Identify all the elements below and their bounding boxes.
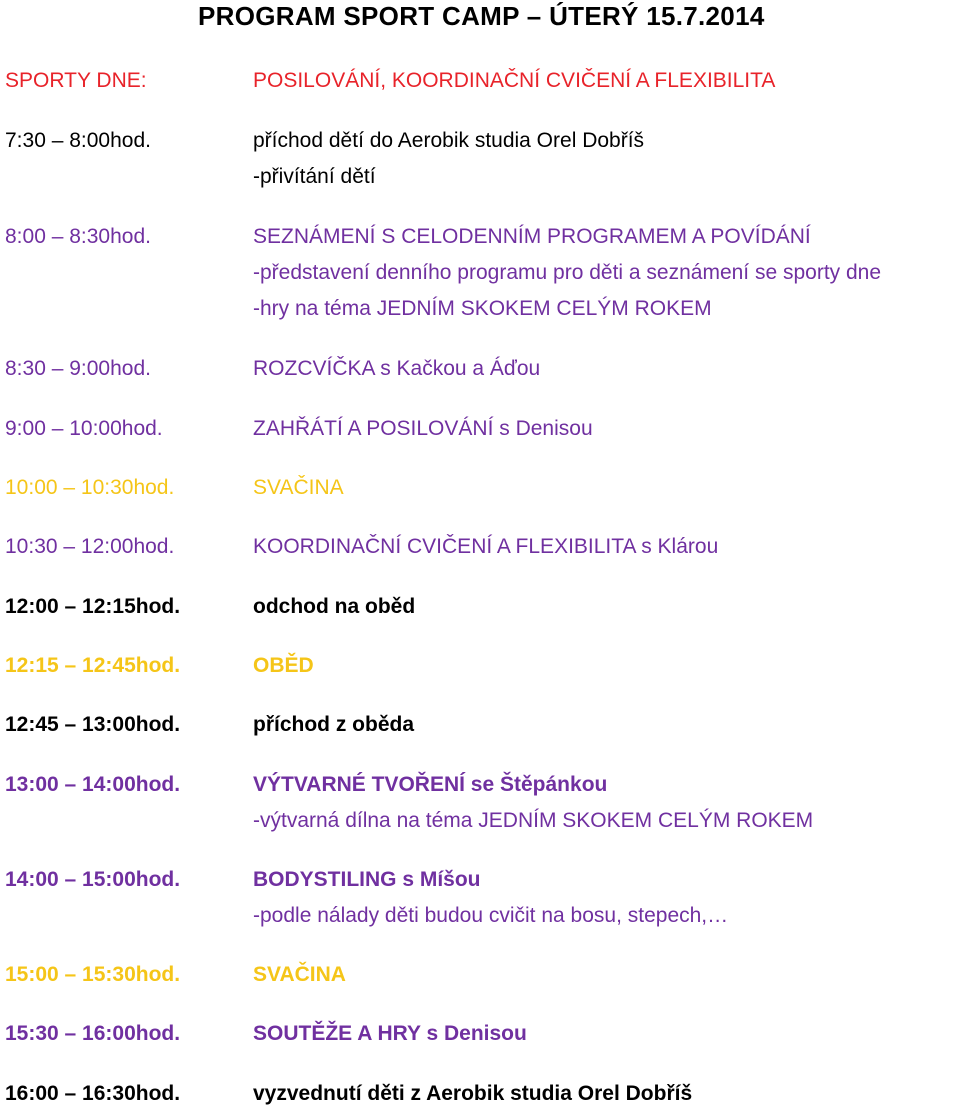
row-time: 16:00 – 16:30hod. <box>5 1082 181 1105</box>
page-title: PROGRAM SPORT CAMP – ÚTERÝ 15.7.2014 <box>198 1 765 31</box>
row-time: 12:15 – 12:45hod. <box>5 654 181 677</box>
row-activity: SVAČINA <box>253 963 346 986</box>
row-time: 13:00 – 14:00hod. <box>5 773 181 796</box>
row-activity: OBĚD <box>253 654 314 677</box>
row-activity: SOUTĚŽE A HRY s Denisou <box>253 1022 527 1045</box>
row-time: 15:00 – 15:30hod. <box>5 963 181 986</box>
row-activity: vyzvednutí děti z Aerobik studia Orel Dobříš <box>253 1082 693 1105</box>
row-activity: VÝTVARNÉ TVOŘENÍ se Štěpánkou <box>253 773 608 796</box>
row-time: 9:00 – 10:00hod. <box>5 417 163 440</box>
row-time: 10:00 – 10:30hod. <box>5 476 175 499</box>
row-time: 7:30 – 8:00hod. <box>5 129 151 152</box>
row-time: 12:45 – 13:00hod. <box>5 713 181 736</box>
row-note: -představení denního programu pro děti a seznámení se sporty dne <box>253 261 882 284</box>
row-time: 10:30 – 12:00hod. <box>5 535 175 558</box>
row-activity: odchod na oběd <box>253 595 416 618</box>
row-activity: SEZNÁMENÍ S CELODENNÍM PROGRAMEM A POVÍDÁNÍ <box>253 225 811 248</box>
row-note: -podle nálady děti budou cvičit na bosu, stepech,… <box>253 904 729 927</box>
row-activity: příchod dětí do Aerobik studia Orel Dobříš <box>253 129 645 152</box>
row-time: 8:00 – 8:30hod. <box>5 225 151 248</box>
row-activity: ROZCVÍČKA s Kačkou a Áďou <box>253 357 541 380</box>
row-activity: BODYSTILING s Míšou <box>253 868 481 891</box>
row-time: 8:30 – 9:00hod. <box>5 357 151 380</box>
row-activity: SVAČINA <box>253 476 344 499</box>
row-activity: ZAHŘÁTÍ A POSILOVÁNÍ s Denisou <box>253 417 593 440</box>
row-time: 12:00 – 12:15hod. <box>5 595 181 618</box>
row-time: 15:30 – 16:00hod. <box>5 1022 181 1045</box>
row-time: 14:00 – 15:00hod. <box>5 868 181 891</box>
row-note: -hry na téma JEDNÍM SKOKEM CELÝM ROKEM <box>253 297 712 320</box>
row-activity: POSILOVÁNÍ, KOORDINAČNÍ CVIČENÍ A FLEXIBILITA <box>253 69 776 92</box>
row-note: -výtvarná dílna na téma JEDNÍM SKOKEM CELÝM ROKEM <box>253 809 814 832</box>
row-activity: KOORDINAČNÍ CVIČENÍ A FLEXIBILITA s Klárou <box>253 535 719 558</box>
row-activity: příchod z oběda <box>253 713 415 736</box>
row-note: -přivítání dětí <box>253 165 376 188</box>
row-time: SPORTY DNE: <box>5 69 147 92</box>
